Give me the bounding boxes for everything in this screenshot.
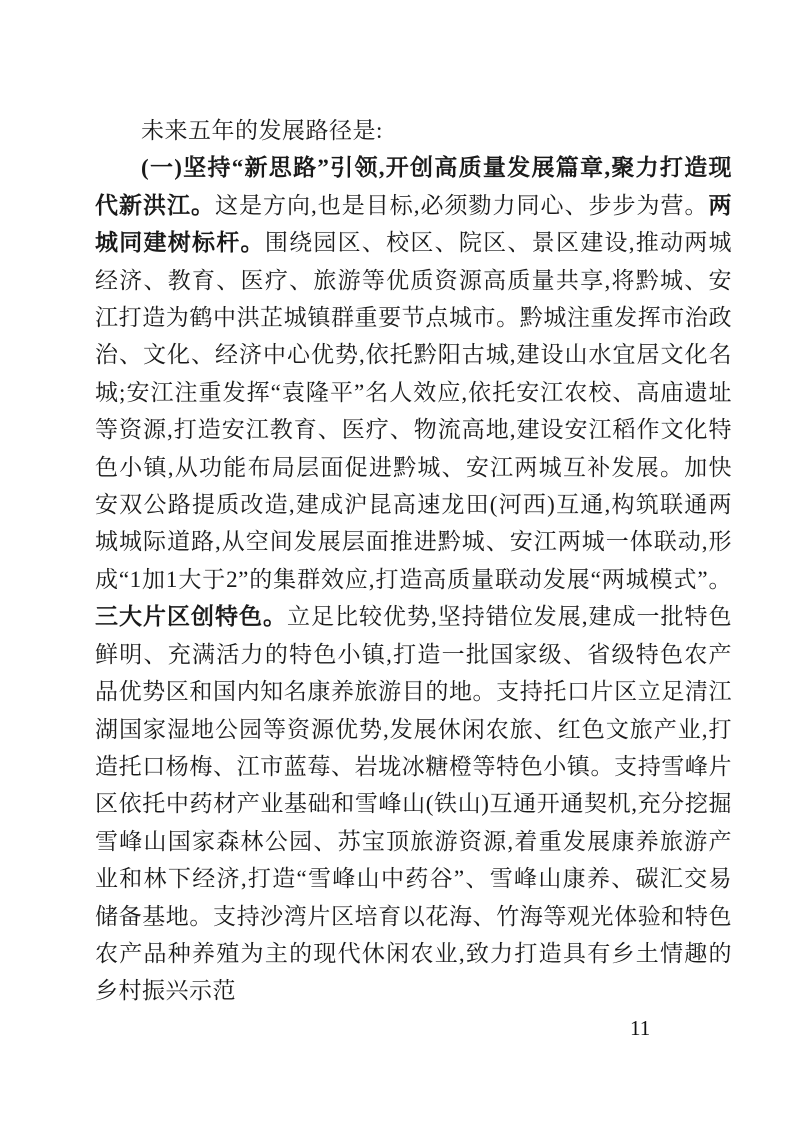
paragraph-intro-line <box>95 112 732 149</box>
text-run-emphasis: (一)坚持“新思路”引领,开创高质量发展篇章,聚力打造现代新洪江。 <box>95 155 732 218</box>
page-number: 11 <box>630 1016 651 1040</box>
text-run: 这是方向,也是目标,必须勠力同心、步步为营。 <box>215 192 709 218</box>
text-run: 围绕园区、校区、院区、景区建设,推动两城经济、教育、医疗、旅游等优质资源高质量共享,将黔城、安江打造为鹤中洪芷城镇群重要节点城市。黔城注重发挥市治政治、文化、经济中心优势,依托黔阳古城,建设山水宜居文化名城;安江注重发挥“袁隆平”名人效应,依托安江农校、高庙遗址等资源,打造安江教育、医疗、物流高地,建设安江稻作文化特色小镇,从功能布局层面促进黔城、安江两城互补发展。加快安双公路提质改造,建成沪昆高速龙田(河西)互通,构筑联通两城城际道路,从空间发展层面推进黔城、安江两城一体联动,形成“1加1大于2”的集群效应,打造高质量联动发展“两城模式”。 <box>95 230 733 592</box>
text-run-emphasis: 两城同建树标杆。 <box>95 192 732 256</box>
text-run: 未来五年的发展路径是: <box>141 118 383 143</box>
text-run-emphasis: 三大片区创特色。 <box>95 604 287 630</box>
paragraph-section-one-paragraph <box>95 149 732 1009</box>
document-body <box>95 112 732 1010</box>
text-run: 立足比较优势,坚持错位发展,建成一批特色鲜明、充满活力的特色小镇,打造一批国家级、省级特色农产品优势区和国内知名康养旅游目的地。支持托口片区立足清江湖国家湿地公园等资源优势,发展休闲农旅、红色文旅产业,打造托口杨梅、江市蓝莓、岩垅冰糖橙等特色小镇。支持雪峰片区依托中药材产业基础和雪峰山(铁山)互通开通契机,充分挖掘雪峰山国家森林公园、苏宝顶旅游资源,着重发展康养旅游产业和林下经济,打造“雪峰山中药谷”、雪峰山康养、碳汇交易储备基地。支持沙湾片区培育以花海、竹海等观光体验和特色农产品种养殖为主的现代休闲农业,致力打造具有乡土情趣的乡村振兴示范 <box>95 604 732 1004</box>
